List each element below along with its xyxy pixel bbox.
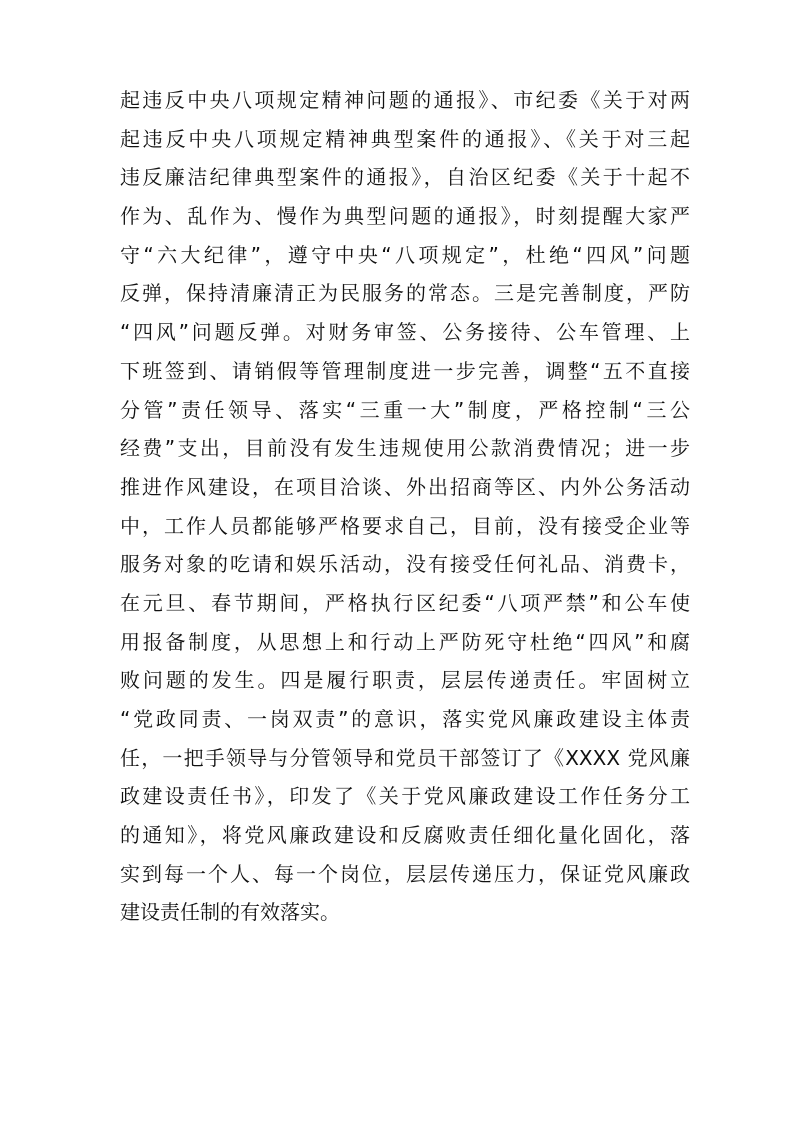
text-line: 起违反中央八项规定精神典型案件的通报》、《关于对三起 <box>120 126 690 151</box>
text-line: 建设责任制的有效落实。 <box>120 900 340 925</box>
text-line: 守“六大纪律”，遵守中央“八项规定”，杜绝“四风”问题 <box>120 242 690 267</box>
text-line: 败问题的发生。四是履行职责，层层传递责任。牢固树立 <box>120 668 690 693</box>
text-line: 任，一把手领导与分管领导和党员干部签订了《XXXX 党风廉 <box>120 745 690 770</box>
text-line: 下班签到、请销假等管理制度进一步完善，调整“五不直接 <box>120 358 690 383</box>
body-paragraph <box>120 81 690 932</box>
text-line: 分管”责任领导、落实“三重一大”制度，严格控制“三公 <box>120 397 690 422</box>
text-line: 政建设责任书》，印发了《关于党风廉政建设工作任务分工 <box>120 784 690 809</box>
text-line: 中，工作人员都能够严格要求自己，目前，没有接受企业等 <box>120 513 690 538</box>
text-line: 违反廉洁纪律典型案件的通报》，自治区纪委《关于十起不 <box>120 165 690 190</box>
text-line: 实到每一个人、每一个岗位，层层传递压力，保证党风廉政 <box>120 861 690 886</box>
text-line: 经费”支出，目前没有发生违规使用公款消费情况；进一步 <box>120 436 690 461</box>
text-line: 反弹，保持清廉清正为民服务的常态。三是完善制度，严防 <box>120 281 690 306</box>
text-line: 起违反中央八项规定精神问题的通报》、市纪委《关于对两 <box>120 88 690 112</box>
text-line: 服务对象的吃请和娱乐活动，没有接受任何礼品、消费卡， <box>120 552 690 577</box>
text-line: 作为、乱作为、慢作为典型问题的通报》，时刻提醒大家严 <box>120 204 690 229</box>
text-line: 推进作风建设，在项目洽谈、外出招商等区、内外公务活动 <box>120 474 690 499</box>
text-line: “党政同责、一岗双责”的意识，落实党风廉政建设主体责 <box>120 707 690 731</box>
text-line: “四风”问题反弹。对财务审签、公务接待、公车管理、上 <box>120 320 690 345</box>
text-line: 用报备制度，从思想上和行动上严防死守杜绝“四风”和腐 <box>120 629 690 654</box>
text-line: 在元旦、春节期间，严格执行区纪委“八项严禁”和公车使 <box>120 590 690 615</box>
text-line: 的通知》，将党风廉政建设和反腐败责任细化量化固化，落 <box>120 823 690 848</box>
